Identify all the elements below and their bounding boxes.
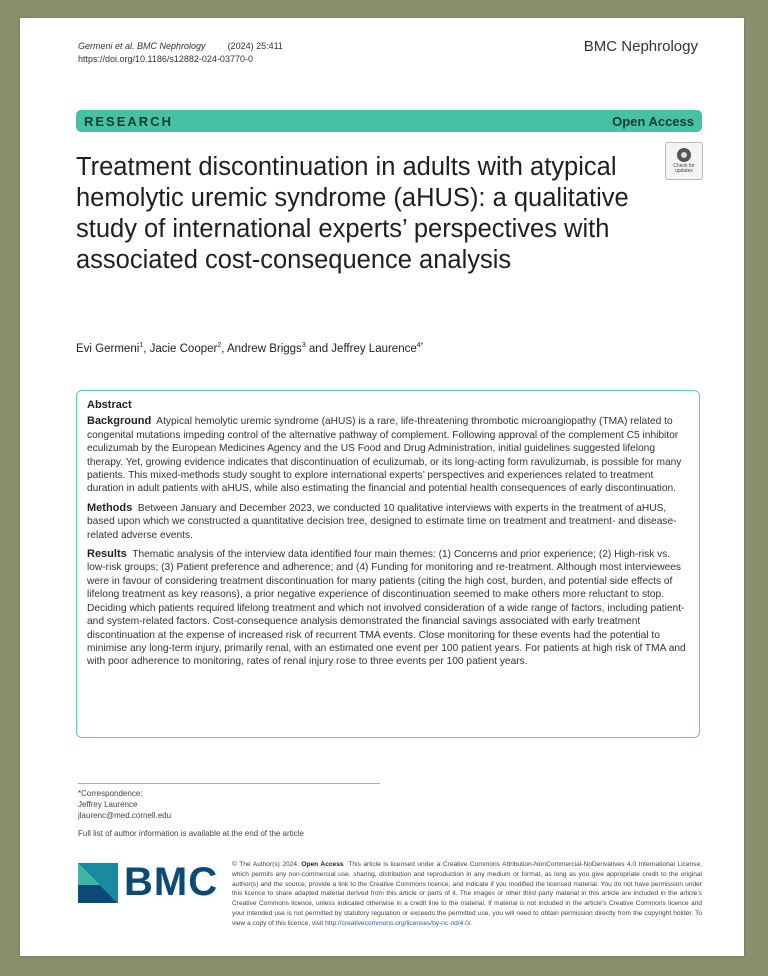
correspondence-email[interactable]: jlaurenc@med.cornell.edu xyxy=(78,811,172,820)
bmc-logo xyxy=(78,860,218,905)
author[interactable]: Evi Germeni$^1$ xyxy=(76,342,144,355)
abstract-methods: Methods Between January and December 2023, we conducted 10 qualitative interviews with experts in the treatment of aHUS, based upon which we constructed a quantitative decision tree, designed to estimate time on treatment and treatment- and disease-related adverse events. xyxy=(87,501,677,541)
bmc-logo-mark-icon xyxy=(78,863,118,903)
footnote-divider xyxy=(78,783,380,784)
author[interactable]: Andrew Briggs$^3$ xyxy=(227,342,306,355)
abstract-box xyxy=(76,390,700,738)
check-for-updates-label: Check for updates xyxy=(673,163,695,174)
correspondence-name: Jeffrey Laurence xyxy=(78,800,138,809)
citation-year: (2024) 25:411 xyxy=(227,41,283,51)
abstract-results: Results Thematic analysis of the interview data identified four main themes: (1) Concerns and prior experience; (2) High-risk vs. low-risk groups; (3) Patient preference and adherence; and (4) Funding for monitoring and re-treatment. Although most interviewees were in favour of considering treatment discontinuation for many patients (citing the high cost, burden, and potential side effects of lifelong treatment as key reasons), a prior negative experience of discontinuation seemed to make others more reluctant to stop. Deciding which patients required lifelong treatment and which not involved consideration of a wide range of factors, including patient- and system-related factors. Cost-consequence analysis demonstrated the financial savings associated with early treatment discontinuation at the expense of increased risk of recurrent TMA events. Close monitoring for these events had the potential to minimise any long-term injury, primarily renal, with an estimated one event per 100 patient years. For patients at high risk of TMA and with poor adherence to monitoring, rates of renal injury rose to three events per 100 patient years. xyxy=(87,548,686,668)
article-type-banner xyxy=(76,110,702,132)
bmc-logo-text: BMC xyxy=(124,860,219,904)
full-author-info-note: Full list of author information is available at the end of the article xyxy=(78,829,304,838)
article-title: Treatment discontinuation in adults with atypical hemolytic uremic syndrome (aHUS): a qualitative study of international experts’ perspectives with associated cost-consequence analysis xyxy=(76,153,629,274)
license-link[interactable]: http://creativecommons.org/licenses/by-nc-nd/4.0/. xyxy=(325,919,473,927)
abstract-heading: Abstract xyxy=(87,399,132,411)
doi-link[interactable]: https://doi.org/10.1186/s12882-024-03770-0 xyxy=(78,54,253,64)
article-page xyxy=(20,18,744,956)
citation-authors: Germeni et al. BMC Nephrology xyxy=(78,41,206,51)
open-access-label: Open Access xyxy=(612,113,694,129)
citation-block xyxy=(78,40,283,66)
correspondence-block xyxy=(78,788,171,821)
correspondence-label: *Correspondence: xyxy=(78,789,143,798)
abstract-background: Background Atypical hemolytic uremic syndrome (aHUS) is a rare, life-threatening thrombotic microangiopathy (TMA) related to congenital mutations impeding control of the alternative pathway of complement. Following approval of the complement C5 inhibitor eculizumab by the European Medicines Agency and the US Food and Drug Administration, initial guidelines suggested lifelong therapy. Yet, growing evidence indicates that discontinuation of eculizumab, or its long-acting form ravulizumab, is possible for many patients. This mixed-methods study sought to explore international experts’ perspectives and experiences related to treatment duration in adult patients with aHUS, while also estimating the financial and potential health consequences of early discontinuation. xyxy=(87,415,682,495)
author[interactable]: Jacie Cooper$^2$ xyxy=(149,342,222,355)
article-type: RESEARCH xyxy=(84,113,173,129)
check-for-updates-icon xyxy=(677,148,691,162)
license-text: © The Author(s) 2024. Open Access This article is licensed under a Creative Commons Attribution-NonCommercial-NoDerivatives 4.0 International License, which permits any non-commercial use, sharing, distribution and reproduction in any medium or format, as long as you give appropriate credit to the original author(s) and the source, provide a link to the Creative Commons licence, and indicate if you modified the licensed material. You do not have permission under this licence to share adapted material derived from this article or parts of it. The images or other third party material in this article are included in the article’s Creative Commons licence, unless indicated otherwise in a credit line to the material. If material is not included in the article’s Creative Commons licence and your intended use is not permitted by statutory regulation or exceeds the permitted use, you will need to obtain permission directly from the copyright holder. To view a copy of this licence, visit http://creativecommons.org/licenses/by-nc-nd/4.0/. xyxy=(232,861,702,927)
journal-name: BMC Nephrology xyxy=(583,38,698,55)
author-list: Evi Germeni$^1$, Jacie Cooper$^2$, Andrew Briggs$^3$ and Jeffrey Laurence$^{4*}$ xyxy=(76,342,424,355)
check-for-updates-button[interactable] xyxy=(665,142,703,180)
author[interactable]: Jeffrey Laurence$^{4*}$ xyxy=(331,342,424,355)
